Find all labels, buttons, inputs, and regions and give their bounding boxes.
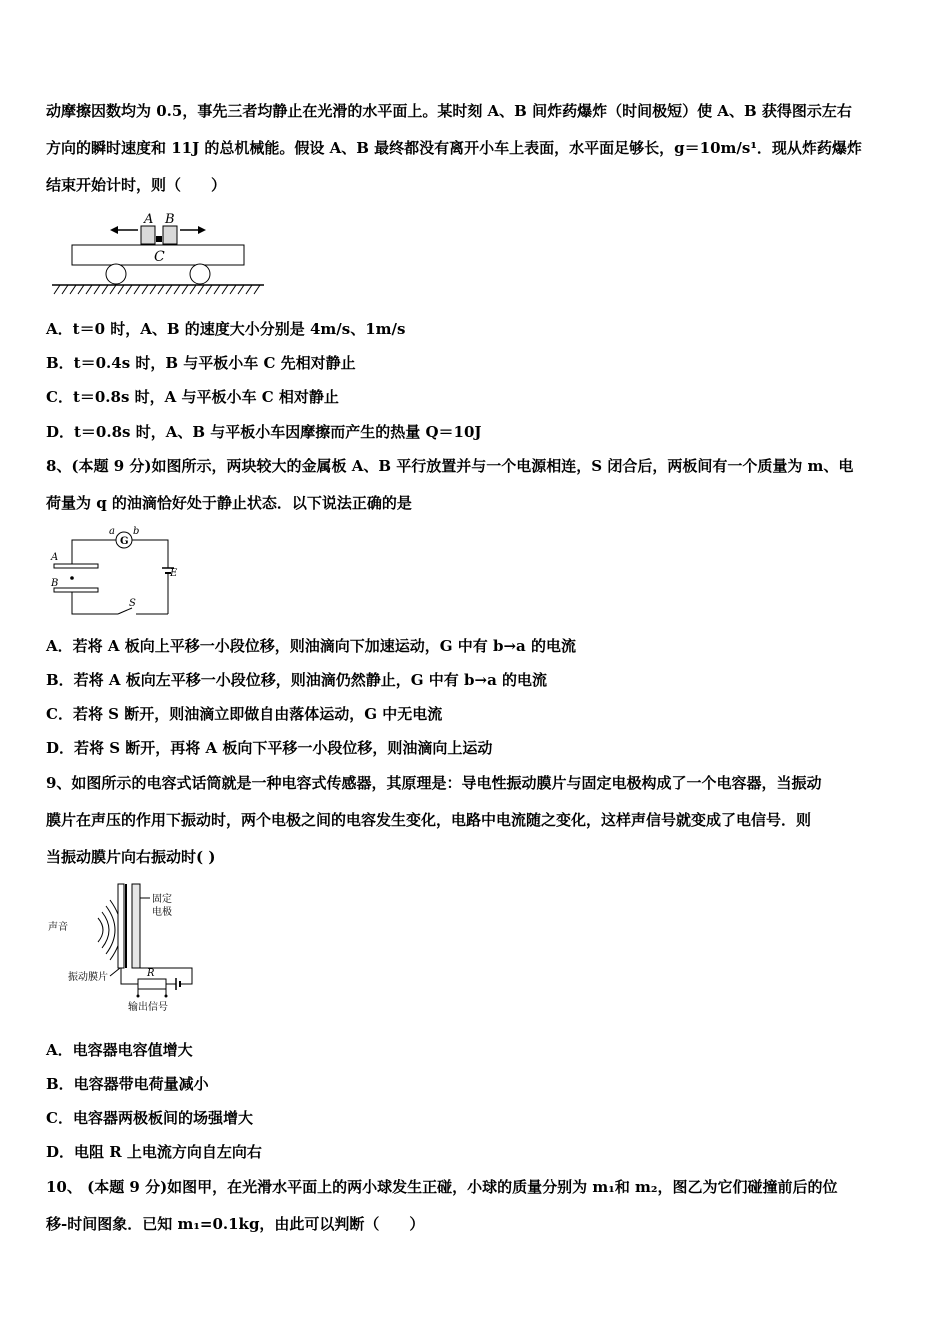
q8-emf-label: E — [170, 568, 178, 579]
q9-fixed-label-2: 电极 — [152, 907, 172, 918]
q7-stem-line-3: 结束开始计时，则（ ） — [46, 176, 227, 194]
q8-stem-line-2: 荷量为 q 的油滴恰好处于静止状态．以下说法正确的是 — [46, 494, 412, 512]
q7-cart-figure — [46, 208, 271, 300]
q7-option-a: A．t＝0 时，A、B 的速度大小分别是 4m/s、1m/s — [46, 320, 406, 338]
q8-option-d: D．若将 S 断开，再将 A 板向下平移一小段位移，则油滴向上运动 — [46, 739, 493, 757]
q9-membrane-label: 振动膜片 — [68, 972, 108, 983]
q8-plate-a-label: A — [51, 552, 59, 563]
q9-option-d: D．电阻 R 上电流方向自左向右 — [46, 1143, 262, 1161]
q9-stem-line-1: 9、如图所示的电容式话筒就是一种电容式传感器，其原理是：导电性振动膜片与固定电极构成了一个电容器，当振动 — [46, 774, 822, 792]
q9-sound-label: 声音 — [48, 922, 68, 933]
q9-stem-line-2: 膜片在声压的作用下振动时，两个电极之间的电容发生变化，电路中电流随之变化，这样声信号就变成了电信号．则 — [46, 811, 812, 829]
q8-option-b: B．若将 A 板向左平移一小段位移，则油滴仍然静止，G 中有 b→a 的电流 — [46, 671, 548, 689]
q8-plate-b-label: B — [51, 578, 59, 589]
q8-galvanometer-label: G — [120, 536, 129, 547]
q7-option-c: C．t＝0.8s 时，A 与平板小车 C 相对静止 — [46, 388, 339, 406]
q9-option-b: B．电容器带电荷量减小 — [46, 1075, 209, 1093]
q9-stem-line-3: 当振动膜片向右振动时( ) — [46, 848, 216, 866]
q7-stem-line-2: 方向的瞬时速度和 11J 的总机械能。假设 A、B 最终都没有离开小车上表面，水平面足够长，g＝10m/s¹．现从炸药爆炸 — [46, 139, 862, 157]
q8-node-b: b — [133, 526, 140, 537]
q9-option-a: A．电容器电容值增大 — [46, 1041, 193, 1059]
q10-stem-line-1: 10、 (本题 9 分)如图甲，在光滑水平面上的两小球发生正碰，小球的质量分别为 m₁和 m₂，图乙为它们碰撞前后的位 — [46, 1178, 838, 1196]
q8-option-a: A．若将 A 板向上平移一小段位移，则油滴向下加速运动，G 中有 b→a 的电流 — [46, 637, 576, 655]
q9-option-c: C．电容器两极板间的场强增大 — [46, 1109, 253, 1127]
q9-output-label: 输出信号 — [128, 1002, 168, 1013]
q7-option-b: B．t＝0.4s 时，B 与平板小车 C 先相对静止 — [46, 354, 356, 372]
q7-label-b: B — [165, 212, 175, 227]
q8-circuit-figure — [46, 524, 186, 620]
q7-label-a: A — [144, 212, 154, 227]
q7-stem-line-1: 动摩擦因数均为 0.5，事先三者均静止在光滑的水平面上。某时刻 A、B 间炸药爆炸（时间极短）使 A、B 获得图示左右 — [46, 102, 852, 120]
q10-stem-line-2: 移-时间图象．已知 m₁=0.1kg，由此可以判断（ ） — [46, 1215, 425, 1233]
q9-fixed-label-1: 固定 — [152, 894, 172, 905]
q9-resistor-label: R — [147, 968, 155, 979]
q9-microphone-figure — [46, 878, 206, 1018]
q8-option-c: C．若将 S 断开，则油滴立即做自由落体运动，G 中无电流 — [46, 705, 443, 723]
q8-stem-line-1: 8、(本题 9 分)如图所示，两块较大的金属板 A、B 平行放置并与一个电源相连，S 闭合后，两板间有一个质量为 m、电 — [46, 457, 854, 475]
q8-node-a: a — [109, 526, 115, 537]
q7-option-d: D．t＝0.8s 时，A、B 与平板小车因摩擦而产生的热量 Q＝10J — [46, 423, 482, 441]
q8-switch-label: S — [129, 598, 136, 609]
q7-label-c: C — [154, 249, 165, 265]
